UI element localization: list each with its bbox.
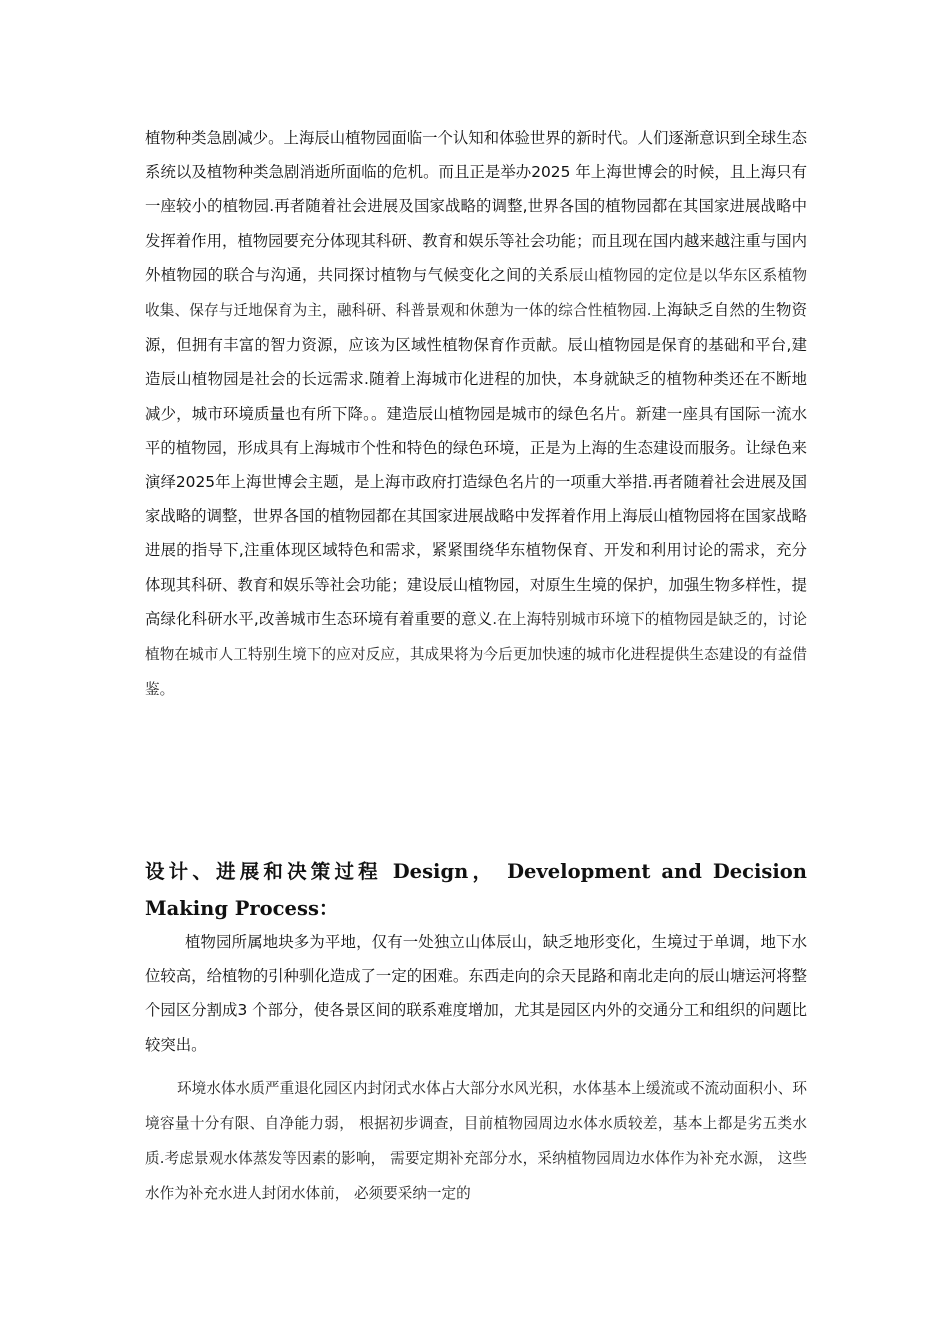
paragraph-1-text-c: 上海缺乏自然的生物资源，但拥有丰富的智力资源，应该为区域性植物保育作贡献。辰山植物园是保育的基础和平台,建造辰山植物园是社会的长远需求.随着上海城市化进程的加快，本身就缺乏的植物种类还在不断地减少，城市环境质量也有所下降。。建造辰山植物园是城市的绿色名片。新建一座具有国际一流水平的植物园，形成具有上海城市个性和特色的绿色环境，正是为上海的生态建设而服务。让绿色来演绎2025年上海世博会主题，是上海市政府打造绿色名片的一项重大举措.再者随着社会进展及国家战略的调整，世界各国的植物园都在其国家进展战略中发挥着作用上海辰山植物园将在国家战略进展的指导下,注重体现区域特色和需求，紧紧围绕华东植物保育、开发和利用讨论的需求，充分体现其科研、教育和娱乐等社会功能；建设辰山植物园，对原生生境的保护，加强生物多样性，提高绿化科研水平,改善城市生态环境有着重要的意义 <box>145 301 807 628</box>
paragraph-1-text-d: .在上海特别城市环境下的植物园是缺乏的，讨论植物在城市人工特别生境下的应对反应，其成果将为今后更加快速的城市化进程提供生态建设的有益借鉴。 <box>145 610 807 699</box>
body-paragraph-3: 环境水体水质严重退化园区内封闭式水体占大部分水风光积，水体基本上缓流或不流动面积小、环境容量十分有限、自净能力弱， 根据初步调查，目前植物园周边水体水质较差，基本上都是劣五类水质.考虑景观水体蒸发等因素的影响， 需要定期补充部分水，采纳植物园周边水体作为补充水源， 这些水作为补充水进人封闭水体前， 必须要采纳一定的 <box>145 1080 807 1202</box>
section-heading: 设计、进展和决策过程 Design， Development and Decision Making Process： <box>145 860 807 920</box>
paragraph-1-text-a: 植物种类急剧减少。上海辰山植物园面临一个认知和体验世界的新时代。人们逐渐意识到全球生态系统以及植物种类急剧消逝所面临的危机。而且正是举办2025 年上海世博会的时候，且上海只有一座较小的植物园.再者随着社会进展及国家战略的调整,世界各国的植物园都在其国家进展战略中发挥着作用，植物园要充分体现其科研、教育和娱乐等社会功能；而且现在国内越来越注重与国内外植物园的联合与沟通，共同探讨植物与气候变化之间的关系 <box>145 129 807 284</box>
body-paragraph-1 <box>145 121 807 707</box>
body-paragraph-2: 植物园所属地块多为平地，仅有一处独立山体辰山，缺乏地形变化，生境过于单调，地下水位较高，给植物的引种驯化造成了一定的困难。东西走向的佘天昆路和南北走向的辰山塘运河将整个园区分割成3 个部分，使各景区间的联系难度增加，尤其是园区内外的交通分工和组织的问题比较突出。 <box>145 933 807 1054</box>
paragraph-1-text-b: 辰山植物园的定位是以华东区系植物收集、保存与迁地保育为主，融科研、科普景观和休憩为一体的综合性植物园. <box>145 266 807 320</box>
